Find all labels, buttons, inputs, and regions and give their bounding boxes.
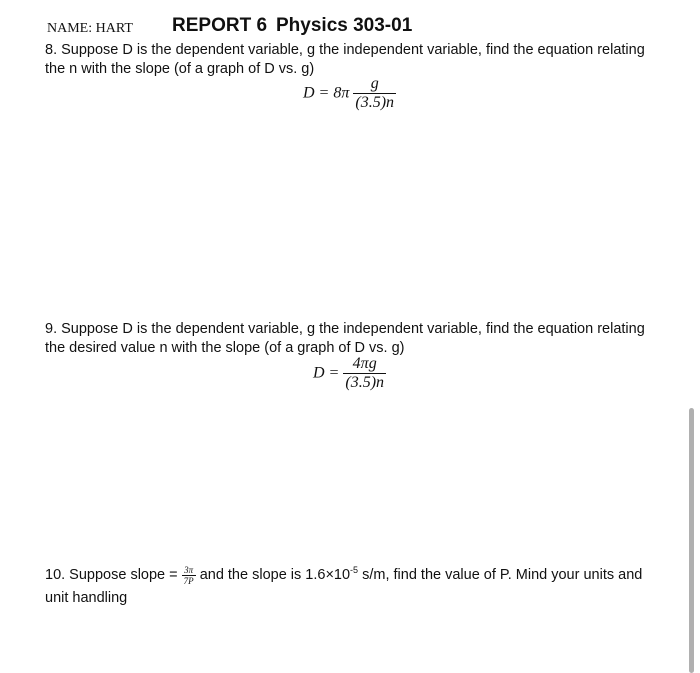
equation-8-denominator: (3.5)n: [355, 94, 395, 111]
equation-8-fraction: [353, 75, 396, 112]
question-10-exponent: -5: [350, 565, 359, 575]
equation-9-numerator: 4πg: [352, 355, 377, 372]
question-8-line-1: 8. Suppose D is the dependent variable, g the independent variable, find the equation relating: [45, 42, 645, 58]
student-name: NAME: HART: [47, 21, 133, 36]
slope-fraction-denominator: 7P: [183, 575, 194, 586]
question-10-line-2: unit handling: [45, 590, 128, 606]
question-8-line-2: the n with the slope (of a graph of D vs. g): [45, 61, 315, 77]
equation-8-numerator: g: [370, 75, 379, 92]
question-10-line-1: [45, 560, 642, 586]
question-9-equation: [313, 355, 386, 392]
vertical-scrollbar[interactable]: [689, 408, 694, 673]
equation-9-denominator: (3.5)n: [345, 374, 385, 391]
question-9-line-2: the desired value n with the slope (of a graph of D vs. g): [45, 340, 405, 356]
course-title: Physics 303-01: [276, 15, 413, 36]
question-10-part-2: and the slope is 1.6×10: [199, 566, 351, 583]
report-title: REPORT 6: [172, 15, 268, 36]
question-8-equation: [303, 75, 396, 112]
equation-9-fraction: [343, 355, 386, 392]
slope-fraction: [182, 565, 196, 586]
question-10-part-3: s/m, find the value of P. Mind your units and: [362, 566, 643, 583]
equation-8-lhs: D = 8π: [303, 84, 350, 102]
question-9-line-1: 9. Suppose D is the dependent variable, g the independent variable, find the equation relating: [45, 321, 645, 337]
equation-9-lhs: D =: [313, 364, 340, 382]
slope-fraction-numerator: 3π: [184, 564, 194, 575]
question-10-part-1: 10. Suppose slope =: [45, 566, 178, 583]
